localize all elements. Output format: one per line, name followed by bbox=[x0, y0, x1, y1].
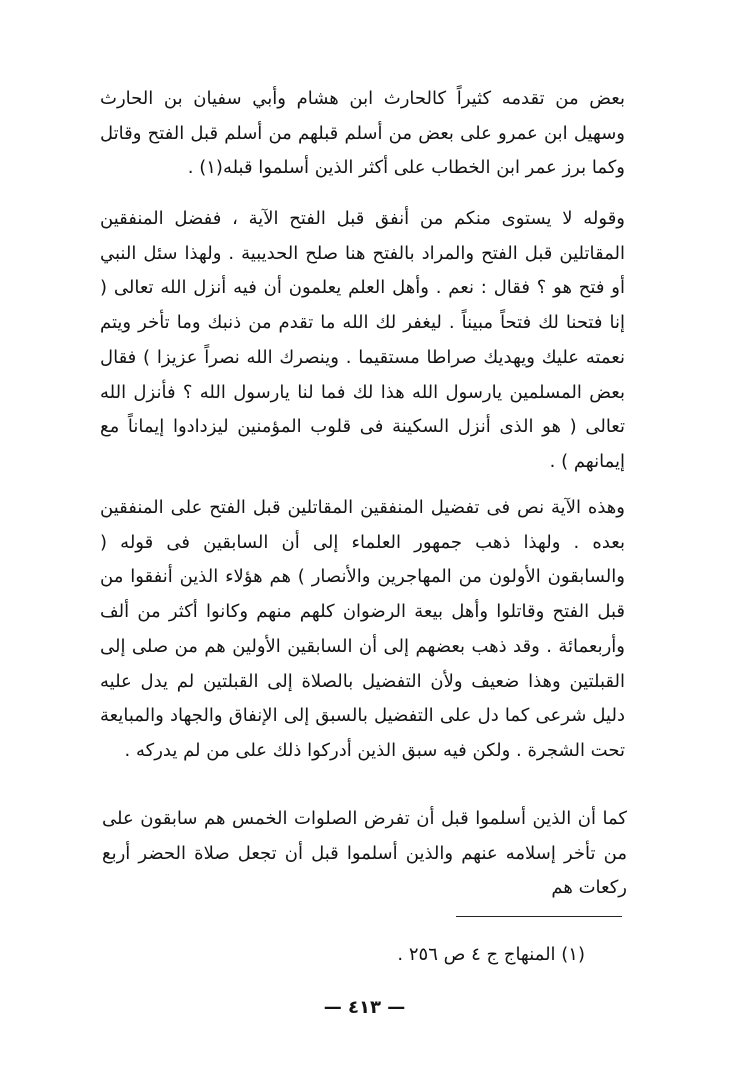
footnote: (١) المنهاج ج ٤ ص ٢٥٦ . bbox=[397, 944, 585, 965]
paragraph-text: وقوله لا يستوى منكم من أنفق قبل الفتح الآية ، ففضل المنفقين المقاتلين قبل الفتح والمراد بالفتح هنا صلح الحديبية . ولهذا سئل النبي أو فتح هو ؟ فقال : نعم . وأهل العلم يعلمون أن فيه أنزل الله تعالى ( إنا فتحنا لك فتحاً مبيناً . ليغفر لك الله ما تقدم من ذنبك وما تأخر ويتم نعمته عليك ويهديك صراطا مستقيما . وينصرك الله نصراً عزيزا ) فقال بعض المسلمين يارسول الله هذا لك فما لنا يارسول الله ؟ فأنزل الله تعالى ( هو الذى أنزل السكينة فى قلوب المؤمنين ليزدادوا إيماناً مع إيمانهم ) . bbox=[100, 208, 625, 472]
paragraph-text: كما أن الذين أسلموا قبل أن تفرض الصلوات الخمس هم سابقون على من تأخر إسلامه عنهم والذين أسلموا قبل أن تجعل صلاة الحضر أربع ركعات هم bbox=[102, 808, 627, 899]
paragraph-text: بعض من تقدمه كثيراً كالحارث ابن هشام وأبي سفيان بن الحارث وسهيل ابن عمرو على بعض من أسلم قبلهم من أسلم قبل الفتح وقاتل وكما برز عمر ابن الخطاب على أكثر الذين أسلموا قبله(١) . bbox=[100, 88, 625, 179]
page-number: — ٤١٣ — bbox=[323, 997, 406, 1018]
paragraph-3 bbox=[100, 491, 625, 769]
paragraph-text: وهذه الآية نص فى تفضيل المنفقين المقاتلين قبل الفتح على المنفقين بعده . ولهذا ذهب جمهور العلماء إلى أن السابقين فى قوله ( والسابقون الأولون من المهاجرين والأنصار ) هم هؤلاء الذين أنفقوا من قبل الفتح وقاتلوا وأهل بيعة الرضوان كلهم منهم وكانوا أكثر من ألف وأربعمائة . وقد ذهب بعضهم إلى أن السابقين الأولين هم من صلى إلى القبلتين وهذا ضعيف ولأن التفضيل بالصلاة إلى القبلتين لم يدل عليه دليل شرعى كما دل على التفضيل بالسبق إلى الإنفاق والجهاد والمبايعة تحت الشجرة . ولكن فيه سبق الذين أدركوا ذلك على من لم يدركه . bbox=[100, 497, 625, 761]
paragraph-1 bbox=[100, 82, 625, 186]
paragraph-2 bbox=[100, 202, 625, 480]
paragraph-4 bbox=[102, 802, 627, 906]
footnote-divider bbox=[456, 916, 622, 917]
